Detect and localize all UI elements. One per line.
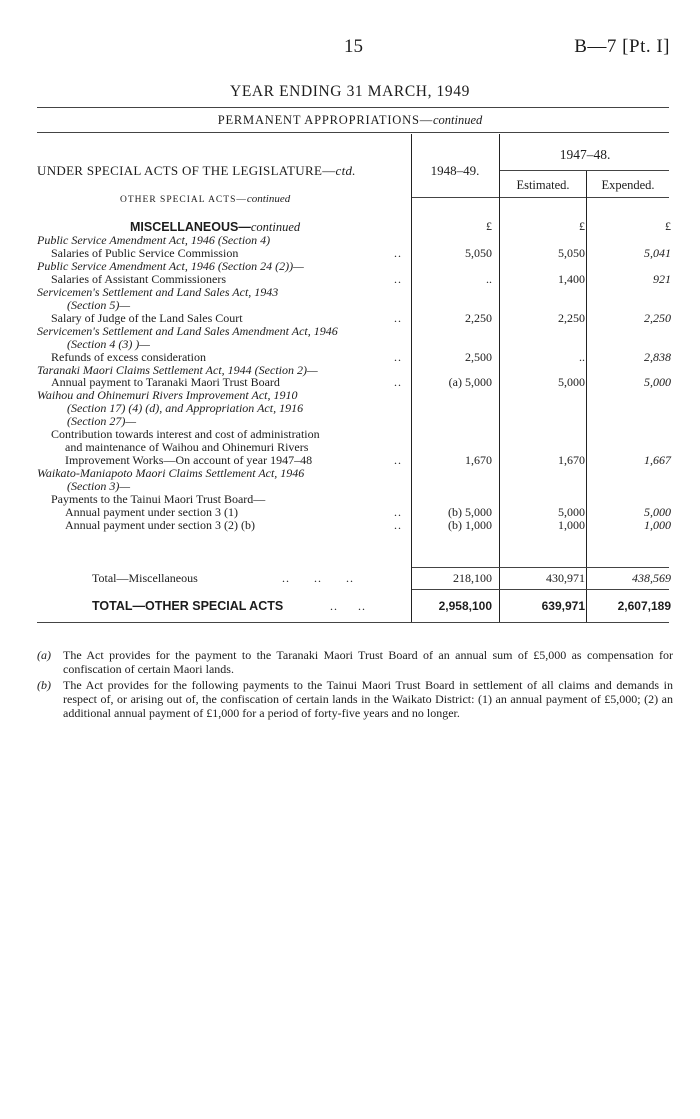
value-expended: 1,667 — [644, 453, 671, 468]
value-estimated: 1,400 — [558, 271, 585, 286]
subheading-text: OTHER SPECIAL ACTS— — [120, 195, 247, 205]
table-row — [67, 337, 402, 351]
row-label: and maintenance of Waihou and Ohinemuri Rivers — [65, 440, 309, 455]
value-estimated: .. — [579, 349, 585, 364]
table-row — [51, 311, 402, 325]
row-label: Annual payment under section 3 (1) — [65, 504, 238, 519]
col-estimated: Estimated. — [516, 178, 570, 192]
leader-dots: .. — [394, 504, 402, 519]
total-misc-exp: 438,569 — [632, 571, 671, 585]
col-1948: 1948–49. — [430, 163, 480, 178]
value-estimated: 5,000 — [558, 504, 585, 519]
value-estimated: 1,000 — [558, 517, 585, 532]
total-misc-1948: 218,100 — [453, 571, 492, 585]
value-1948: (b) 1,000 — [448, 517, 492, 532]
total-other-exp: 2,607,189 — [617, 599, 671, 613]
leader-dots: .. — [394, 453, 402, 468]
leader-dots: .. — [394, 245, 402, 260]
totals-rule-2 — [412, 589, 669, 590]
row-label: Public Service Amendment Act, 1946 (Section 4) — [37, 233, 271, 247]
table-row — [37, 324, 402, 338]
table-row — [67, 479, 402, 493]
leader-dots: .. .. — [330, 599, 366, 613]
part-ref: [Pt. I] — [622, 36, 670, 57]
leader-dots: .. — [394, 271, 402, 286]
leader-dots: .. — [394, 310, 402, 325]
total-misc-est: 430,971 — [546, 571, 585, 585]
total-other-est: 639,971 — [541, 599, 585, 613]
total-other-text: TOTAL—OTHER SPECIAL ACTS — [92, 599, 284, 613]
col-divider-3 — [586, 171, 587, 622]
heading-cont: ctd. — [335, 163, 356, 178]
value-1948: 1,670 — [465, 453, 492, 468]
table-row — [37, 466, 402, 480]
footnote-a-text: The Act provides for the payment to the Taranaki Maori Trust Board of an annual sum of £5,000 as compensation for confiscation of certain Maori lands. — [63, 648, 673, 676]
total-other-1948: 2,958,100 — [438, 599, 492, 613]
totals-rule — [412, 567, 669, 568]
row-label: Salaries of Assistant Commissioners — [51, 271, 226, 286]
row-label: Salaries of Public Service Commission — [51, 245, 239, 260]
value-expended: 1,000 — [644, 517, 671, 532]
footnote-a-label: (a) — [37, 648, 51, 662]
table-row — [51, 246, 402, 260]
value-expended: 5,041 — [644, 245, 671, 260]
col-1947: 1947–48. — [559, 147, 611, 162]
total-misc-text: Total—Miscellaneous — [92, 571, 198, 585]
footnote-b-label: (b) — [37, 678, 51, 692]
total-misc-label — [92, 571, 402, 585]
header-rule — [412, 197, 669, 198]
page-title: YEAR ENDING 31 MARCH, 1949 — [230, 83, 470, 100]
subheading-cont: continued — [246, 193, 291, 205]
table-heading — [37, 163, 356, 179]
leader-dots: .. — [394, 375, 402, 390]
value-expended: 2,250 — [644, 310, 671, 325]
row-label: Taranaki Maori Claims Settlement Act, 1944 (Section 2)— — [37, 362, 318, 377]
value-1948: (b) 5,000 — [448, 504, 492, 519]
total-other-label — [92, 599, 402, 613]
table-row — [51, 272, 402, 286]
value-1948: (a) 5,000 — [448, 375, 492, 390]
table-row — [65, 440, 402, 454]
section-cont: continued — [250, 220, 301, 234]
value-1948: 2,500 — [465, 349, 492, 364]
row-label: Refunds of excess consideration — [51, 349, 206, 364]
currency-1948: £ — [486, 219, 492, 233]
heading-text: UNDER SPECIAL ACTS OF THE LEGISLATURE— — [37, 163, 336, 178]
col-divider-1 — [411, 134, 412, 622]
value-expended: 5,000 — [644, 375, 671, 390]
table-bottom-rule — [37, 622, 669, 623]
col-1947-rule — [500, 170, 669, 171]
table-row — [51, 427, 402, 441]
footnote-b-text: The Act provides for the following payments to the Tainui Maori Trust Board in settlement of all claims and demands in respect of, or arising out of, the confiscation of certain lands in the Waikato District: (1) an annual payment of £5,000; (2) an additional annual payment of £1,000 for a period of forty-five years and no longer. — [63, 678, 673, 720]
row-label: (Section 4 (3) )— — [67, 336, 150, 351]
title-rule — [37, 107, 669, 108]
value-estimated: 5,050 — [558, 245, 585, 260]
row-label: Salary of Judge of the Land Sales Court — [51, 310, 243, 325]
leader-dots: .. — [394, 517, 402, 532]
footnotes — [37, 648, 673, 722]
page-reference — [574, 36, 670, 58]
section-subtitle — [0, 113, 700, 128]
row-label: Contribution towards interest and cost of administration — [51, 427, 320, 442]
row-label: Public Service Amendment Act, 1946 (Section 24 (2))— — [37, 258, 304, 273]
subtitle-cont: continued — [433, 113, 483, 127]
value-estimated: 1,670 — [558, 453, 585, 468]
table-row — [65, 453, 402, 467]
row-label: Waihou and Ohinemuri Rivers Improvement Act, 1910 — [37, 388, 298, 403]
table-row — [37, 285, 402, 299]
table-top-rule — [37, 132, 669, 133]
currency-est: £ — [579, 219, 585, 233]
value-estimated: 2,250 — [558, 310, 585, 325]
value-estimated: 5,000 — [558, 375, 585, 390]
row-label: (Section 17) (4) (d), and Appropriation Act, 1916 — [67, 401, 304, 416]
table-row — [37, 388, 402, 402]
row-label: Annual payment under section 3 (2) (b) — [65, 517, 255, 532]
table-row — [67, 298, 402, 312]
table-row — [37, 363, 402, 377]
subtitle-main: PERMANENT APPROPRIATIONS— — [217, 113, 433, 127]
value-1948: .. — [486, 271, 492, 286]
leader-dots: .. — [394, 349, 402, 364]
table-subheading — [120, 193, 290, 205]
table-row — [51, 350, 402, 364]
row-label: Waikato-Maniapoto Maori Claims Settlement Act, 1946 — [37, 466, 305, 481]
table-row — [37, 233, 402, 247]
row-label: Payments to the Tainui Maori Trust Board— — [51, 492, 266, 506]
row-label: (Section 3)— — [67, 479, 130, 494]
footnote-b — [37, 678, 673, 720]
value-expended: 921 — [653, 271, 671, 286]
row-label: Improvement Works—On account of year 1947–48 — [65, 453, 313, 468]
table-row — [67, 401, 402, 415]
page-number: 15 — [344, 36, 363, 57]
value-expended: 5,000 — [644, 504, 671, 519]
document-ref: B—7 — [574, 36, 617, 57]
col-divider-2 — [499, 134, 500, 622]
value-expended: 2,838 — [644, 349, 671, 364]
table-row — [65, 505, 402, 519]
table-row — [51, 375, 402, 389]
table-row — [51, 492, 402, 506]
value-1948: 5,050 — [465, 245, 492, 260]
table-row — [67, 414, 402, 428]
row-label: Servicemen's Settlement and Land Sales Act, 1943 — [37, 284, 279, 299]
col-expended: Expended. — [601, 178, 655, 192]
leader-dots: .. .. .. — [282, 571, 354, 585]
table-row — [37, 259, 402, 273]
table-row — [65, 518, 402, 532]
row-label: (Section 27)— — [67, 414, 136, 429]
section-title: MISCELLANEOUS— — [130, 220, 251, 234]
value-1948: 2,250 — [465, 310, 492, 325]
row-label: Servicemen's Settlement and Land Sales Amendment Act, 1946 — [37, 323, 338, 338]
row-label: (Section 5)— — [67, 297, 130, 312]
row-label: Annual payment to Taranaki Maori Trust Board — [51, 375, 280, 390]
footnote-a — [37, 648, 673, 676]
currency-exp: £ — [665, 219, 671, 233]
